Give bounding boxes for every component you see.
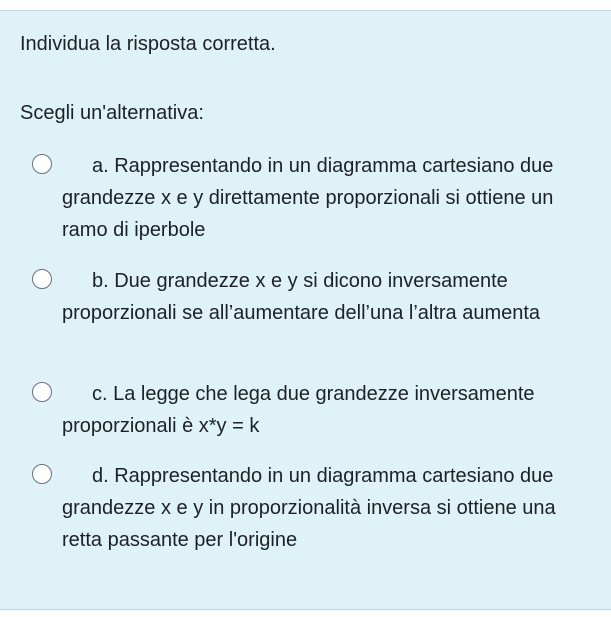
question-prompt: Individua la risposta corretta. [20,33,276,55]
answer-option-b-text[interactable]: b. Due grandezze x e y si dicono inversamente proporzionali se all’aumentare dell’una l’altra aumenta [62,270,541,324]
radio-button-d[interactable] [32,464,52,484]
question-panel [0,10,611,610]
answer-option-a[interactable] [32,150,592,246]
choose-label: Scegli un'alternativa: [20,102,204,124]
answer-option-a-text[interactable]: a. Rappresentando in un diagramma cartesiano due grandezze x e y direttamente proporzionali si ottiene un ramo di iperbole [62,155,554,241]
answer-option-c[interactable] [32,378,592,442]
radio-button-a[interactable] [32,154,52,174]
answer-option-d-text[interactable]: d. Rappresentando in un diagramma cartesiano due grandezze x e y in proporzionalità inversa si ottiene una retta passante per l'origine [62,465,556,551]
radio-button-c[interactable] [32,382,52,402]
answer-option-b[interactable] [32,265,592,329]
answer-option-c-text[interactable]: c. La legge che lega due grandezze inversamente proporzionali è x*y = k [62,383,535,437]
radio-button-b[interactable] [32,269,52,289]
answer-option-d[interactable] [32,460,592,556]
